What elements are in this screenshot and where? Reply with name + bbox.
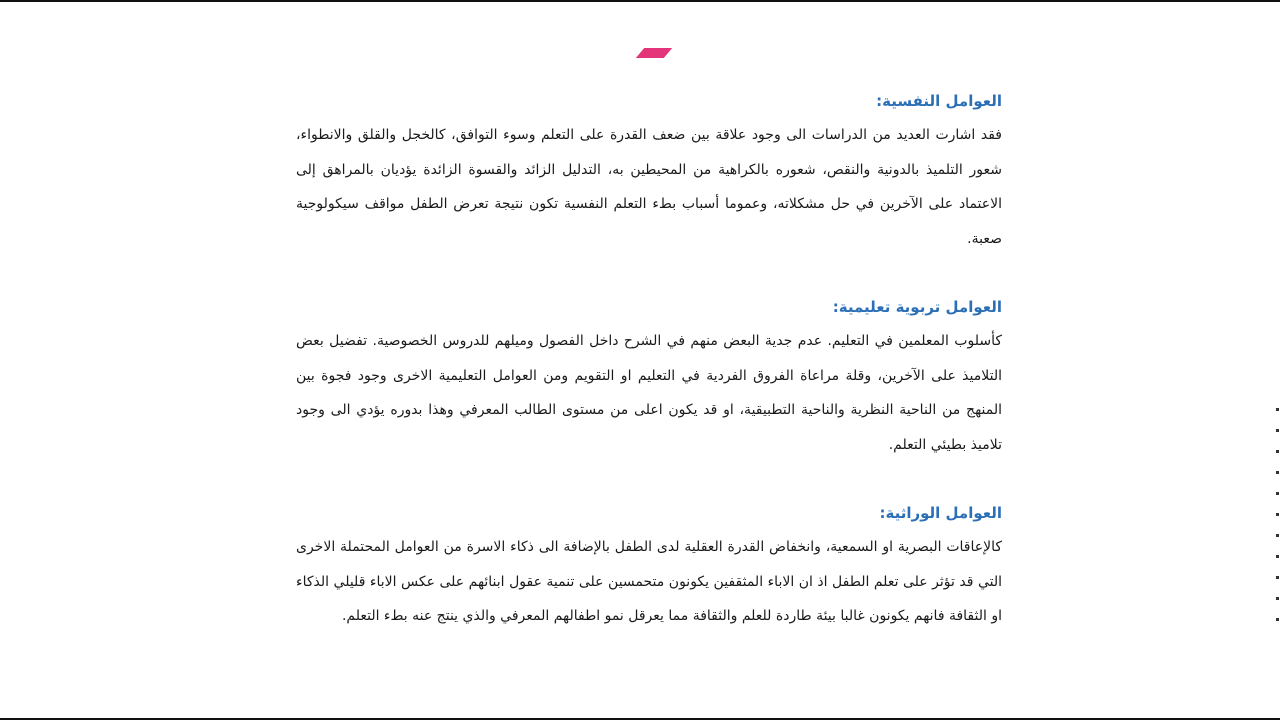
edge-dot xyxy=(1276,555,1279,558)
edge-dot xyxy=(1276,471,1279,474)
edge-dot xyxy=(1276,429,1279,432)
section-hereditary-factors xyxy=(296,498,1002,634)
section-body: كالإعاقات البصرية او السمعية، وانخفاض القدرة العقلية لدى الطفل بالإضافة الى ذكاء الاسرة من العوامل المحتملة الاخرى التي قد تؤثر على تعلم الطفل اذ ان الاباء المثقفين يكونون متحمسين على تنمية عقول ابنائهم على عكس الاباء قليلي الذكاء او الثقافة فانهم يكونون غالبا بيئة طاردة للعلم والثقافة مما يعرقل نمو اطفالهم المعرفي والذي ينتج عنه بطء التعلم. xyxy=(296,539,1002,624)
decorative-mark xyxy=(636,48,672,58)
document-page xyxy=(296,86,1002,634)
edge-artifacts xyxy=(1276,408,1280,639)
edge-dot xyxy=(1276,618,1279,621)
section-heading: العوامل النفسية: xyxy=(876,92,1002,110)
section-heading: العوامل تربوية تعليمية: xyxy=(832,298,1002,316)
top-border xyxy=(0,0,1280,2)
edge-dot xyxy=(1276,597,1279,600)
edge-dot xyxy=(1276,576,1279,579)
edge-dot xyxy=(1276,408,1279,411)
section-body: كأسلوب المعلمين في التعليم. عدم جدية البعض منهم في الشرح داخل الفصول وميلهم للدروس الخصوصية. تفضيل بعض التلاميذ على الآخرين، وقلة مراعاة الفروق الفردية في التعليم او التقويم ومن العوامل التعليمية الاخرى وجود فجوة بين المنهج من الناحية النظرية والناحية التطبيقية، او قد يكون اعلى من مستوى الطالب المعرفي وهذا بدوره يؤدي الى وجود تلاميذ بطيئي التعلم. xyxy=(296,333,1002,453)
section-educational-factors xyxy=(296,292,1002,462)
edge-dot xyxy=(1276,513,1279,516)
edge-dot xyxy=(1276,450,1279,453)
edge-dot xyxy=(1276,492,1279,495)
section-body: فقد اشارت العديد من الدراسات الى وجود علاقة بين ضعف القدرة على التعلم وسوء التوافق، كالخجل والقلق والانطواء، شعور التلميذ بالدونية والنقص، شعوره بالكراهية من المحيطين به، التدليل الزائد والقسوة الزائدة يؤديان بالمراهق إلى الاعتماد على الآخرين في حل مشكلاته، وعموما أسباب بطء التعلم النفسية تكون نتيجة تعرض الطفل مواقف سيكولوجية صعبة. xyxy=(296,127,1002,247)
section-psychological-factors xyxy=(296,86,1002,256)
edge-dot xyxy=(1276,534,1279,537)
section-heading: العوامل الوراثية: xyxy=(879,504,1002,522)
